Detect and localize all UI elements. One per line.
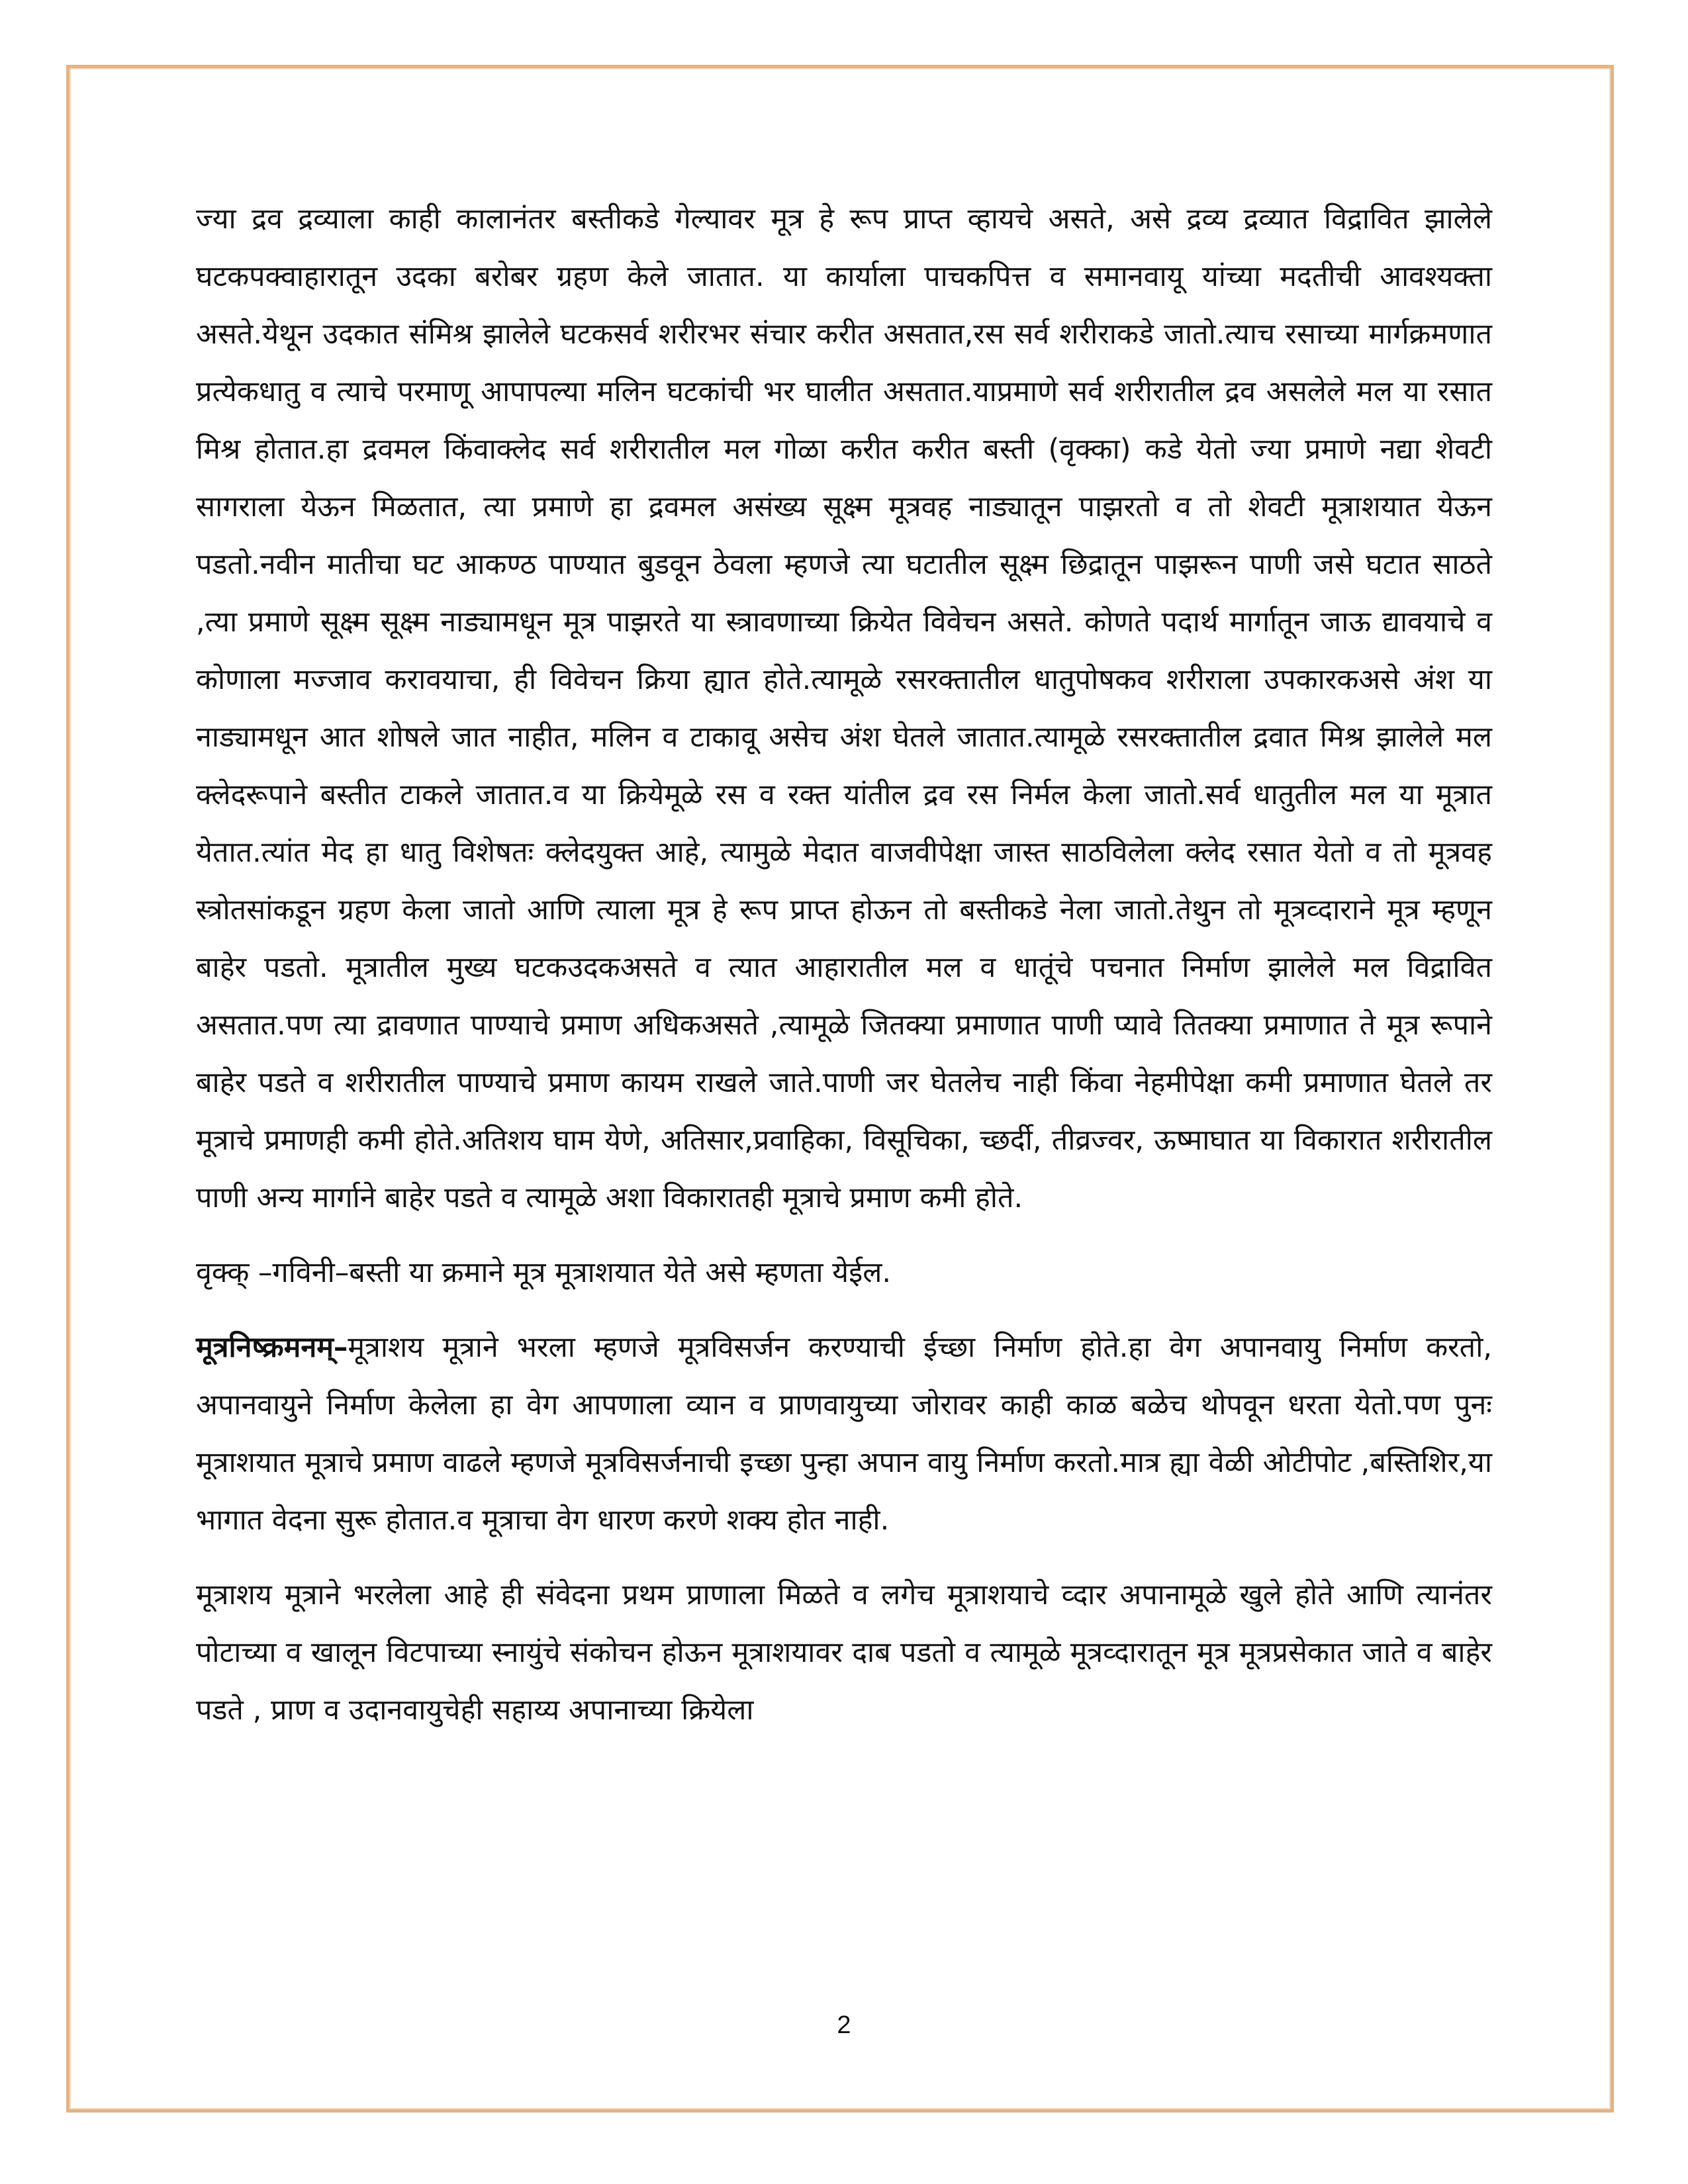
paragraph-urine-excretion-text: मूत्राशय मूत्राने भरला म्हणजे मूत्रविसर्जन करण्याची ईच्छा निर्माण होते.हा वेग अपानवायु निर्माण करतो, अपानवायुने निर्माण केलेला हा वेग आपणाला व्यान व प्राणवायुच्या जोरावर काही काळ बळेच थोपवून धरता येतो.पण पुनः मूत्राशयात मूत्राचे प्रमाण वाढले म्हणजे मूत्रविसर्जनाची इच्छा पुन्हा अपान वायु निर्माण करतो.मात्र ह्या वेळी ओटीपोट ,बस्तिशिर,या भागात वेदना सुरू होतात.व मूत्राचा वेग धारण करणे शक्य होत नाही. — [196, 1331, 1492, 1537]
paragraph-urine-pathway: वृक्क् –गविनी–बस्ती या क्रमाने मूत्र मूत्राशयात येते असे म्हणता येईल. — [196, 1256, 892, 1289]
page-number: 2 — [837, 2011, 851, 2039]
paragraph-urine-excretion — [196, 1319, 1492, 1549]
heading-term-mutranishkramanam: मूत्रनिष्क्रमनम्– — [196, 1331, 348, 1364]
paragraph-bladder-sensation: मूत्राशय मूत्राने भरलेला आहे ही संवेदना प्रथम प्राणाला मिळते व लगेच मूत्राशयाचे व्दार अपानामूळे खुले होते आणि त्यानंतर पोटाच्या व खालून विटपाच्या स्नायुंचे संकोचन होऊन मूत्राशयावर दाब पडतो व त्यामूळे मूत्रव्दारातून मूत्र मूत्रप्रसेकात जाते व बाहेर पडते , प्राण व उदानवायुचेही सहाय्य अपानाच्या क्रियेला — [196, 1578, 1492, 1727]
document-body — [196, 191, 1492, 1739]
paragraph-urine-formation: ज्या द्रव द्रव्याला काही कालानंतर बस्तीकडे गेल्यावर मूत्र हे रूप प्राप्त व्हायचे असते, असे द्रव्य द्रव्यात विद्रावित झालेले घटकपक्वाहारातून उदका बरोबर ग्रहण केले जातात. या कार्याला पाचकपित्त व समानवायू यांच्या मदतीची आवश्यक्ता असते.येथून उदकात संमिश्र झालेले घटकसर्व शरीरभर संचार करीत असतात,रस सर्व शरीराकडे जातो.त्याच रसाच्या मार्गक्रमणात प्रत्येकधातु व त्याचे परमाणू आपापल्या मलिन घटकांची भर घालीत असतात.याप्रमाणे सर्व शरीरातील द्रव असलेले मल या रसात मिश्र होतात.हा द्रवमल किंवाक्लेद सर्व शरीरातील मल गोळा करीत करीत बस्ती (वृक्का) कडे येतो ज्या प्रमाणे नद्या शेवटी सागराला येऊन मिळतात, त्या प्रमाणे हा द्रवमल असंख्य सूक्ष्म मूत्रवह नाड्यातून पाझरतो व तो शेवटी मूत्राशयात येऊन पडतो.नवीन मातीचा घट आकण्ठ पाण्यात बुडवून ठेवला म्हणजे त्या घटातील सूक्ष्म छिद्रातून पाझरून पाणी जसे घटात साठते ,त्या प्रमाणे सूक्ष्म सूक्ष्म नाड्यामधून मूत्र पाझरते या स्त्रावणाच्या क्रियेत विवेचन असते. कोणते पदार्थ मार्गातून जाऊ द्यावयाचे व कोणाला मज्जाव करावयाचा, ही विवेचन क्रिया ह्यात होते.त्यामूळे रसरक्तातील धातुपोषकव शरीराला उपकारकअसे अंश या नाड्यामधून आत शोषले जात नाहीत, मलिन व टाकावू असेच अंश घेतले जातात.त्यामूळे रसरक्तातील द्रवात मिश्र झालेले मल क्लेदरूपाने बस्तीत टाकले जातात.व या क्रियेमूळे रस व रक्त यांतील द्रव रस निर्मल केला जातो.सर्व धातुतील मल या मूत्रात येतात.त्यांत मेद हा धातु विशेषतः क्लेदयुक्त आहे, त्यामुळे मेदात वाजवीपेक्षा जास्त साठविलेला क्लेद रसात येतो व तो मूत्रवह स्त्रोतसांकडून ग्रहण केला जातो आणि त्याला मूत्र हे रूप प्राप्त होऊन तो बस्तीकडे नेला जातो.तेथुन तो मूत्रव्दाराने मूत्र म्हणून बाहेर पडतो. मूत्रातील मुख्य घटकउदकअसते व त्यात आहारातील मल व धातूंचे पचनात निर्माण झालेले मल विद्रावित असतात.पण त्या द्रावणात पाण्याचे प्रमाण अधिकअसते ,त्यामूळे जितक्या प्रमाणात पाणी प्यावे तितक्या प्रमाणात ते मूत्र रूपाने बाहेर पडते व शरीरातील पाण्याचे प्रमाण कायम राखले जाते.पाणी जर घेतलेच नाही किंवा नेहमीपेक्षा कमी प्रमाणात घेतले तर मूत्राचे प्रमाणही कमी होते.अतिशय घाम येणे, अतिसार,प्रवाहिका, विसूचिका, च्छर्दी, तीव्रज्वर, ऊष्माघात या विकारात शरीरातील पाणी अन्य मार्गाने बाहेर पडते व त्यामूळे अशा विकारातही मूत्राचे प्रमाण कमी होते. — [196, 203, 1492, 1214]
